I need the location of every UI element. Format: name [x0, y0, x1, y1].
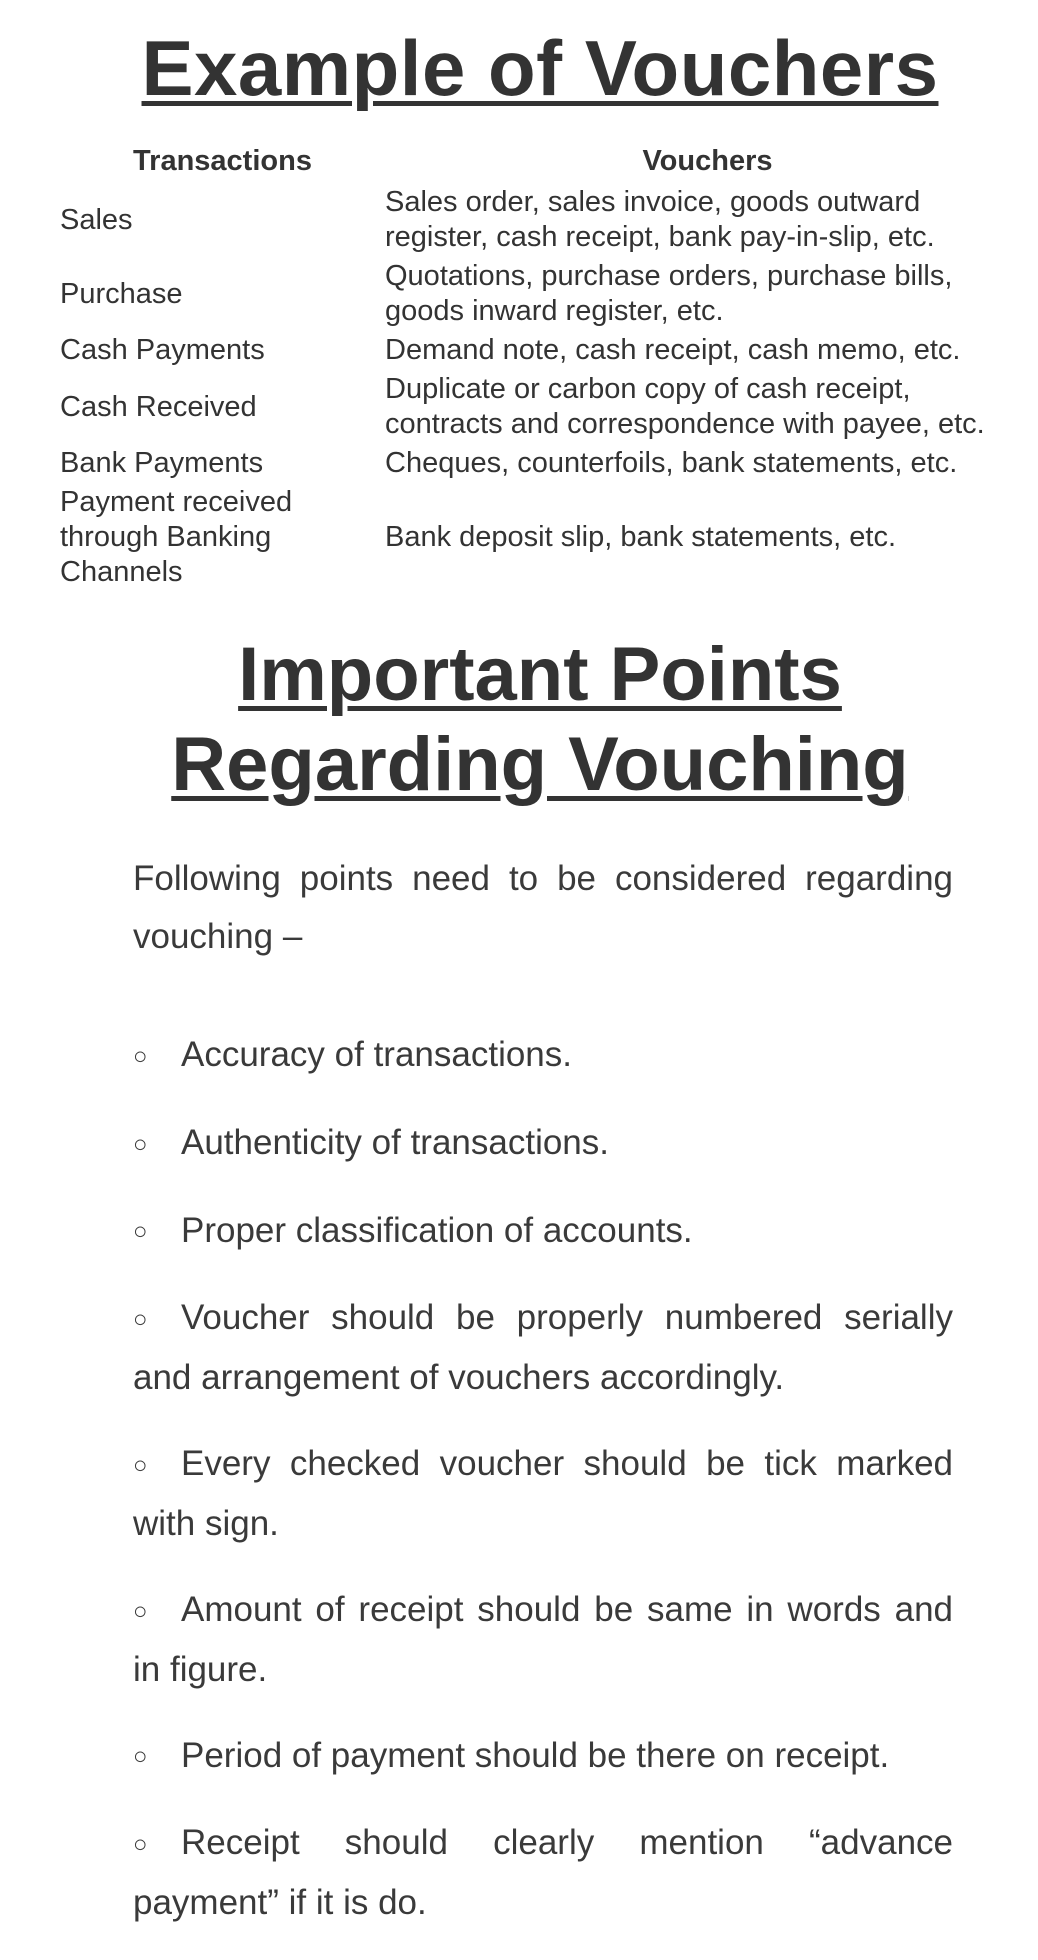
bullet-icon: ○	[133, 1042, 148, 1070]
table-row	[60, 444, 1030, 483]
column-header-vouchers: Vouchers	[642, 145, 773, 177]
list-item	[133, 1289, 953, 1407]
list-item	[133, 1026, 953, 1086]
table-row	[60, 183, 1030, 257]
list-item-text: Proper classification of accounts.	[181, 1210, 693, 1250]
list-item-text: Authenticity of transactions.	[181, 1122, 609, 1162]
transaction-cell: Payment received through Banking Channels	[60, 486, 293, 588]
list-item	[133, 1581, 953, 1699]
section-heading	[40, 630, 1038, 810]
vouchers-cell: Demand note, cash receipt, cash memo, etc.	[385, 334, 961, 366]
table-row	[60, 331, 1030, 370]
table-row	[60, 257, 1030, 331]
table-header-row	[60, 140, 1030, 183]
transaction-cell: Purchase	[60, 277, 183, 310]
list-item-text: Receipt should clearly mention “advance payment” if it is do.	[133, 1823, 953, 1922]
transaction-cell: Cash Received	[60, 390, 257, 423]
list-item-text: Accuracy of transactions.	[181, 1035, 572, 1074]
table-row	[60, 483, 1030, 592]
table-row	[60, 370, 1030, 444]
bullet-icon: ○	[133, 1831, 148, 1858]
column-header-transactions: Transactions	[133, 145, 312, 177]
intro-paragraph: Following points need to be considered regarding vouching –	[133, 859, 953, 956]
list-item-text: Period of payment should be there on receipt.	[181, 1735, 890, 1775]
bullet-icon: ○	[133, 1218, 148, 1246]
list-item-text: Every checked voucher should be tick marked with sign.	[133, 1444, 953, 1543]
list-item	[133, 1814, 953, 1932]
list-item-text: Amount of receipt should be same in words and in figure.	[133, 1589, 953, 1689]
transaction-cell: Cash Payments	[60, 334, 265, 366]
transaction-cell: Sales	[60, 203, 133, 236]
list-item	[133, 1202, 953, 1262]
vouchers-cell: Duplicate or carbon copy of cash receipt, contracts and correspondence with payee, etc.	[385, 373, 985, 440]
vouchers-cell: Bank deposit slip, bank statements, etc.	[385, 521, 896, 553]
bullet-icon: ○	[133, 1306, 148, 1333]
list-item	[133, 1727, 953, 1787]
vouchers-cell: Quotations, purchase orders, purchase bills, goods inward register, etc.	[385, 260, 953, 327]
bullet-icon: ○	[133, 1743, 148, 1771]
list-item	[133, 1114, 953, 1174]
section-heading-text: Important Points Regarding Vouching	[171, 632, 909, 807]
vouchers-table	[60, 140, 1030, 592]
bullet-icon: ○	[133, 1597, 148, 1625]
vouchers-cell: Sales order, sales invoice, goods outward register, cash receipt, bank pay-in-slip, etc.	[385, 186, 935, 253]
bullet-icon: ○	[133, 1451, 148, 1479]
list-item	[133, 1435, 953, 1553]
vouchers-cell: Cheques, counterfoils, bank statements, etc.	[385, 447, 958, 479]
list-item-text: Voucher should be properly numbered serially and arrangement of vouchers accordingly.	[133, 1298, 953, 1397]
vouching-points-list	[133, 1026, 953, 1960]
transaction-cell: Bank Payments	[60, 447, 264, 479]
bullet-icon: ○	[133, 1130, 148, 1158]
page-title: Example of Vouchers	[141, 24, 939, 112]
